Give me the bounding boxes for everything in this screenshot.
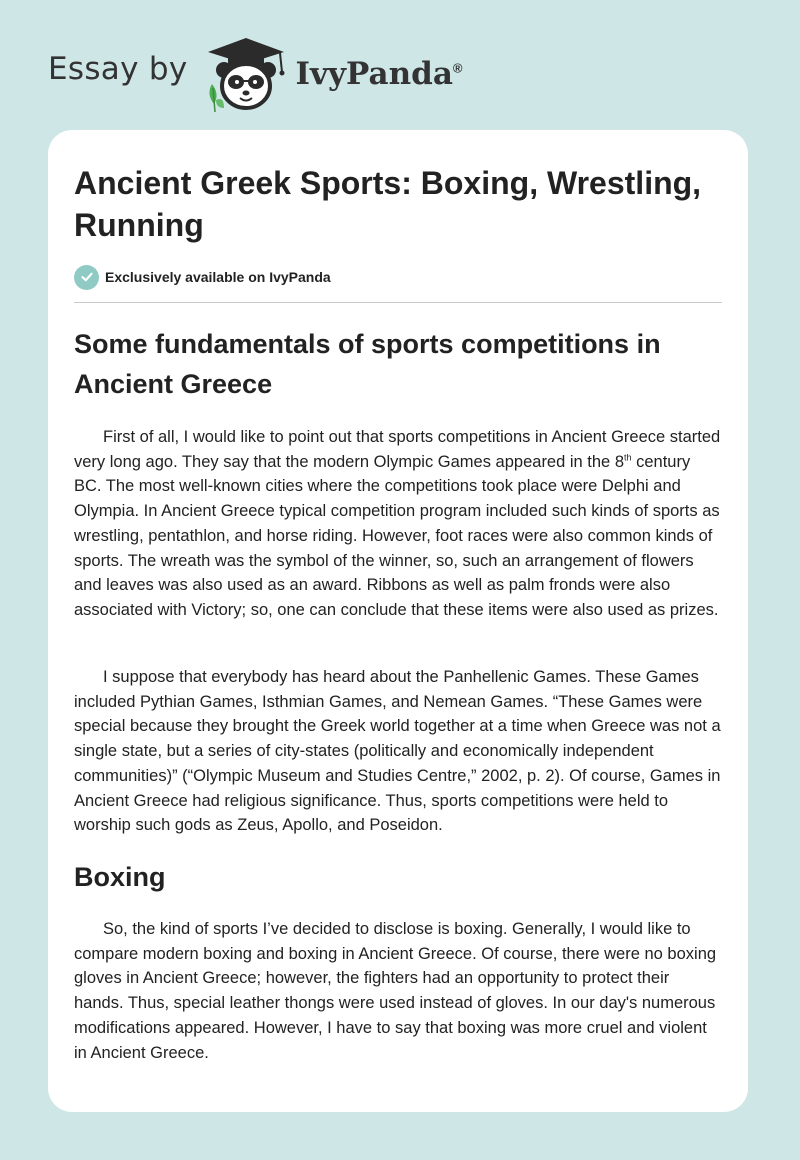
panda-graduate-icon [202,34,294,114]
brand-name-text: IvyPanda [295,56,453,92]
check-circle-icon [74,265,99,290]
registered-mark: ® [452,60,463,76]
superscript: th [624,452,632,463]
exclusive-label: Exclusively available on IvyPanda [105,269,331,285]
paragraph-text: century BC. The most well-known cities where the competitions took place were Delphi and Olympia. In Ancient Greece typical competition program included such kinds of sports as wrestling, pentathlon, and horse riding. However, foot races were also common kinds of sports. The wreath was the symbol of the winner, so, such an arrangement of flowers and leaves was also used as an award. Ribbons as well as palm fronds were also associated with Victory; so, one can conclude that these items were also used as prizes. [74,452,720,619]
page-title: Ancient Greek Sports: Boxing, Wrestling, Running [74,165,702,243]
paragraph-text: First of all, I would like to point out that sports competitions in Ancient Greece started very long ago. They say that the modern Olympic Games appeared in the 8 [74,428,721,471]
section-heading: Some fundamentals of sports competitions in Ancient Greece [74,329,661,399]
paragraph: I suppose that everybody has heard about the Panhellenic Games. These Games included Pythian Games, Isthmian Games, and Nemean Games. “These Games were special because they brought the Greek world together at a time when Greece was not a single state, but a series of city-states (politically and economically independent communities)” (“Olympic Museum and Studies Centre,” 2002, p. 2). Of course, Games in Ancient Greece had religious significance. Thus, sports competitions were held to worship such gods as Zeus, Apollo, and Poseidon. [74,668,721,835]
paragraph: So, the kind of sports I’ve decided to disclose is boxing. Generally, I would like to compare modern boxing and boxing in Ancient Greece. Of course, there were no boxing gloves in Ancient Greece; however, the fighters had an opportunity to protect their hands. Thus, special leather thongs were used instead of gloves. In our day's numerous modifications appeared. However, I have to say that boxing was more cruel and violent in Ancient Greece. [74,920,717,1062]
paragraph [74,425,722,623]
brand-name [296,56,463,92]
essay-card [48,130,748,1112]
brand-prefix: Essay by [48,51,188,87]
exclusive-badge [74,263,331,291]
section-heading: Boxing [74,862,166,892]
divider [74,302,722,303]
brand-header [48,34,463,114]
